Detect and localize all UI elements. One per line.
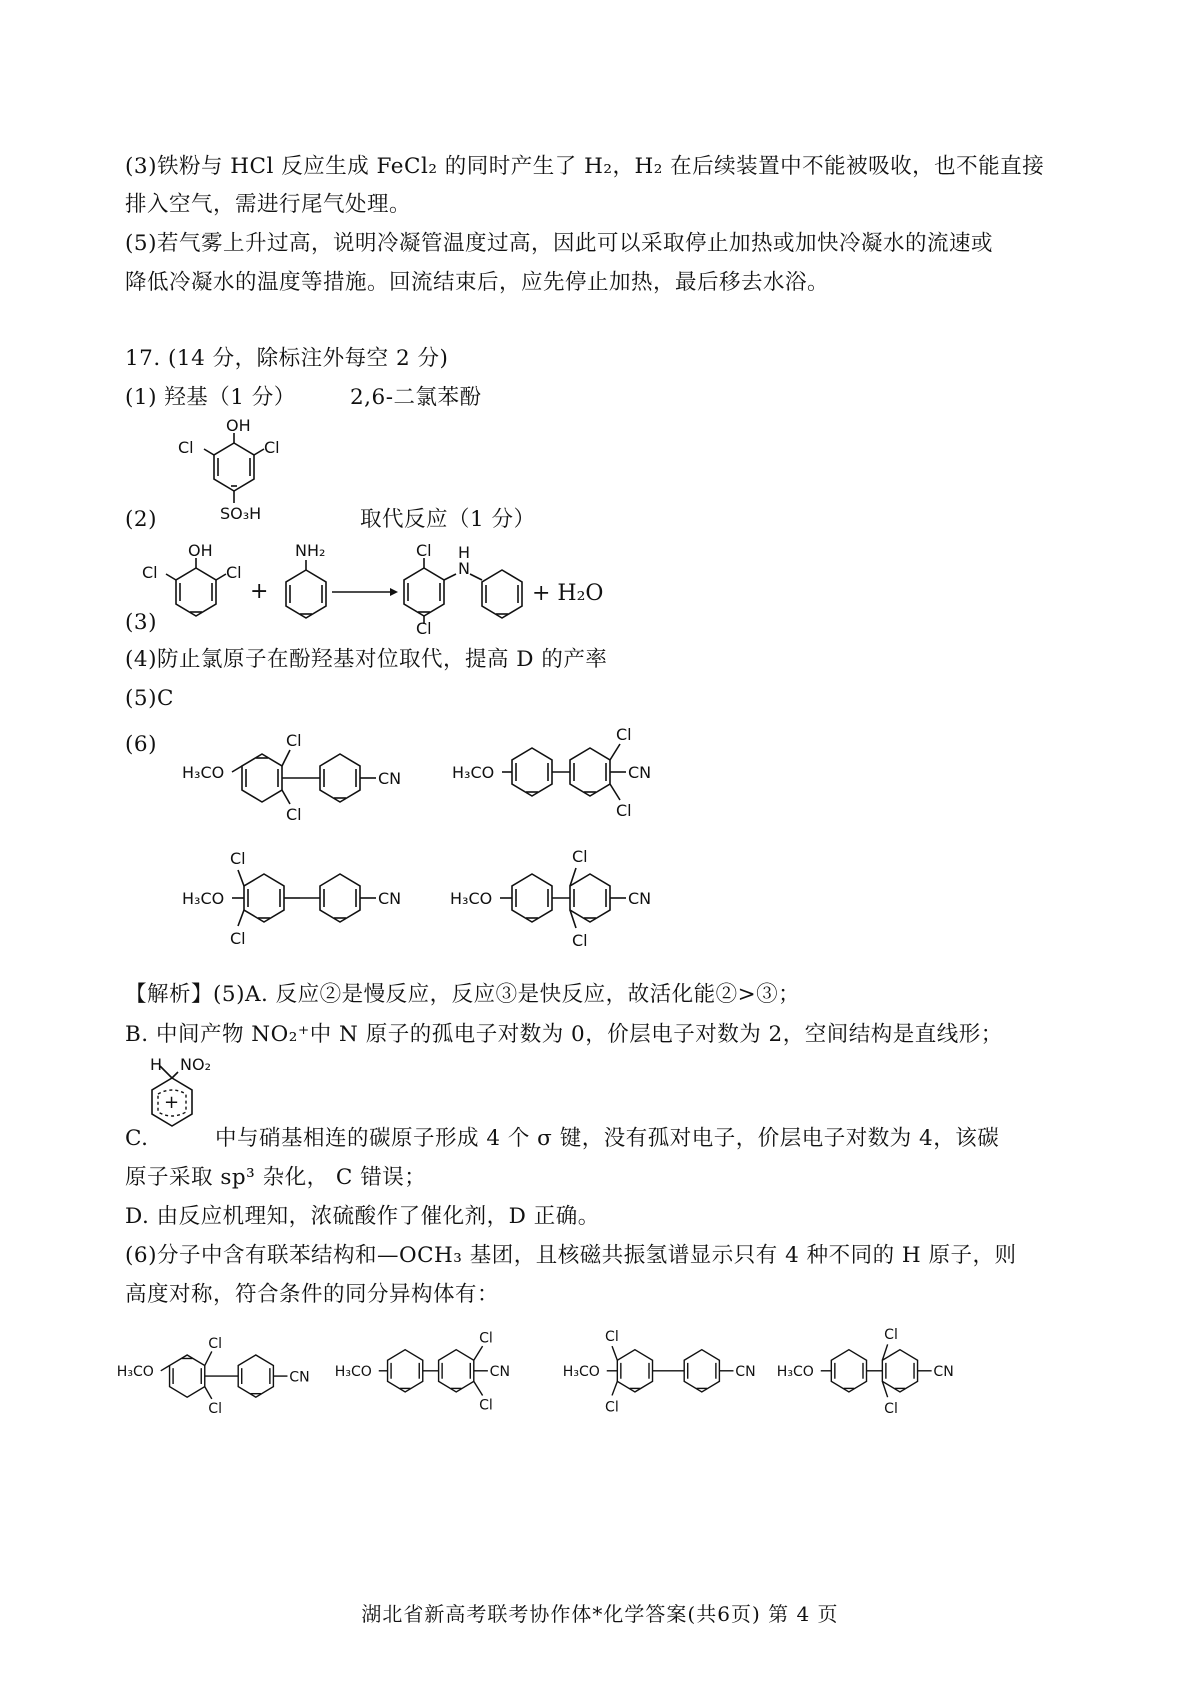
q17-answer-2-label: (2) (125, 507, 157, 532)
cl-label: Cl (416, 619, 432, 638)
cl-label: Cl (605, 1328, 619, 1345)
q16-note5-line2: 降低冷凝水的温度等措施。回流结束后，应先停止加热，最后移去水浴。 (125, 270, 830, 295)
isomers-grid-6 (180, 712, 740, 962)
q17-answer-3-label: (3) (125, 610, 157, 635)
cn-label: CN (289, 1369, 310, 1386)
cn-label: CN (628, 889, 652, 908)
cl-label: Cl (605, 1399, 619, 1416)
page-footer: 湖北省新高考联考协作体*化学答案(共6页) 第 4 页 (361, 1602, 839, 1626)
cl-label: Cl (230, 929, 246, 948)
q16-note5-line1: (5)若气雾上升过高，说明冷凝管温度过高，因此可以采取停止加热或加快冷凝水的流速或 (125, 231, 993, 256)
cn-label: CN (489, 1364, 511, 1381)
cn-label: CN (378, 769, 402, 788)
cn-label: CN (378, 889, 402, 908)
isomer-2 (452, 725, 651, 820)
cl-label: Cl (479, 1330, 493, 1347)
cl-label: Cl (208, 1335, 223, 1352)
isomer-b (335, 1331, 510, 1414)
isomer-a (117, 1336, 310, 1417)
h3co-label: H₃CO (334, 1364, 372, 1381)
nh-label: N (458, 559, 470, 578)
isomer-3 (182, 849, 401, 948)
h3co-label: H₃CO (450, 889, 493, 908)
h3co-label: H₃CO (562, 1364, 600, 1381)
q17-answer-1: (1) 羟基（1 分） (125, 385, 296, 410)
plus-sign: + (250, 579, 269, 604)
analysis-6-line1: (6)分子中含有联苯结构和—OCH₃ 基团，且核磁共振氢谱显示只有 4 种不同的 H 原子，则 (125, 1243, 1017, 1268)
plus-sign: + (164, 1092, 180, 1113)
cl-label: Cl (286, 731, 302, 750)
h-label: H (150, 1055, 163, 1074)
isomer-d (777, 1327, 954, 1417)
analysis-a: 【解析】(5)A. 反应②是慢反应，反应③是快反应，故活化能②>③； (125, 982, 801, 1007)
no2-label: NO₂ (180, 1055, 211, 1074)
isomer-c (563, 1329, 756, 1415)
cn-label: CN (735, 1364, 756, 1381)
h3co-label: H₃CO (116, 1364, 154, 1381)
structure-dichlorophenol-sulfonic-acid (170, 415, 300, 527)
q16-note3-line2: 排入空气，需进行尾气处理。 (125, 192, 412, 217)
q16-note3-line1: (3)铁粉与 HCl 反应生成 FeCl₂ 的同时产生了 H₂，H₂ 在后续装置中不能被吸收，也不能直接 (125, 154, 1045, 179)
cl-label: Cl (208, 1401, 223, 1418)
cl-label: Cl (178, 438, 194, 457)
h3co-label: H₃CO (776, 1364, 814, 1381)
isomers-row-analysis (115, 1318, 995, 1428)
cn-label: CN (628, 763, 652, 782)
nh2-label: NH₂ (295, 541, 326, 560)
q17-header: 17. (14 分，除标注外每空 2 分) (125, 346, 449, 371)
q17-answer-2-type: 取代反应（1 分） (360, 507, 536, 532)
cl-label: Cl (226, 563, 242, 582)
cl-label: Cl (616, 801, 632, 820)
oh-label: OH (188, 541, 213, 560)
cl-label: Cl (142, 563, 158, 582)
so3h-label: SO₃H (220, 504, 262, 523)
analysis-b: B. 中间产物 NO₂⁺中 N 原子的孤电子对数为 0，价层电子对数为 2，空间结构是直线形； (125, 1022, 1003, 1047)
analysis-c-label: C. (125, 1126, 149, 1151)
cl-label: Cl (884, 1327, 898, 1344)
q17-answer-6-label: (6) (125, 732, 157, 757)
oh-label: OH (226, 416, 251, 435)
q17-answer-1-name: 2,6-二氯苯酚 (350, 385, 482, 410)
h3co-label: H₃CO (182, 889, 225, 908)
cl-label: Cl (286, 805, 302, 824)
analysis-d: D. 由反应机理知，浓硫酸作了催化剂，D 正确。 (125, 1204, 600, 1229)
h3co-label: H₃CO (452, 763, 495, 782)
analysis-6-line2: 高度对称，符合条件的同分异构体有： (125, 1282, 500, 1307)
h3co-label: H₃CO (182, 763, 225, 782)
isomer-4 (450, 847, 651, 950)
q17-answer-5: (5)C (125, 686, 174, 711)
cl-label: Cl (616, 725, 632, 744)
analysis-c-line2: 原子采取 sp³ 杂化， C 错误； (125, 1165, 427, 1190)
analysis-c-line1: 中与硝基相连的碳原子形成 4 个 σ 键，没有孤对电子，价层电子对数为 4，该碳 (215, 1126, 1000, 1151)
h-label: H (458, 543, 471, 562)
cl-label: Cl (230, 849, 246, 868)
cl-label: Cl (416, 541, 432, 560)
water-term: + H₂O (532, 581, 604, 606)
cl-label: Cl (572, 847, 588, 866)
cl-label: Cl (884, 1401, 898, 1418)
isomer-1 (182, 731, 401, 824)
q17-answer-4: (4)防止氯原子在酚羟基对位取代，提高 D 的产率 (125, 647, 608, 672)
cl-label: Cl (479, 1397, 493, 1414)
cl-label: Cl (264, 438, 280, 457)
cn-label: CN (933, 1364, 954, 1381)
reaction-equation-3 (140, 540, 660, 638)
cl-label: Cl (572, 931, 588, 950)
